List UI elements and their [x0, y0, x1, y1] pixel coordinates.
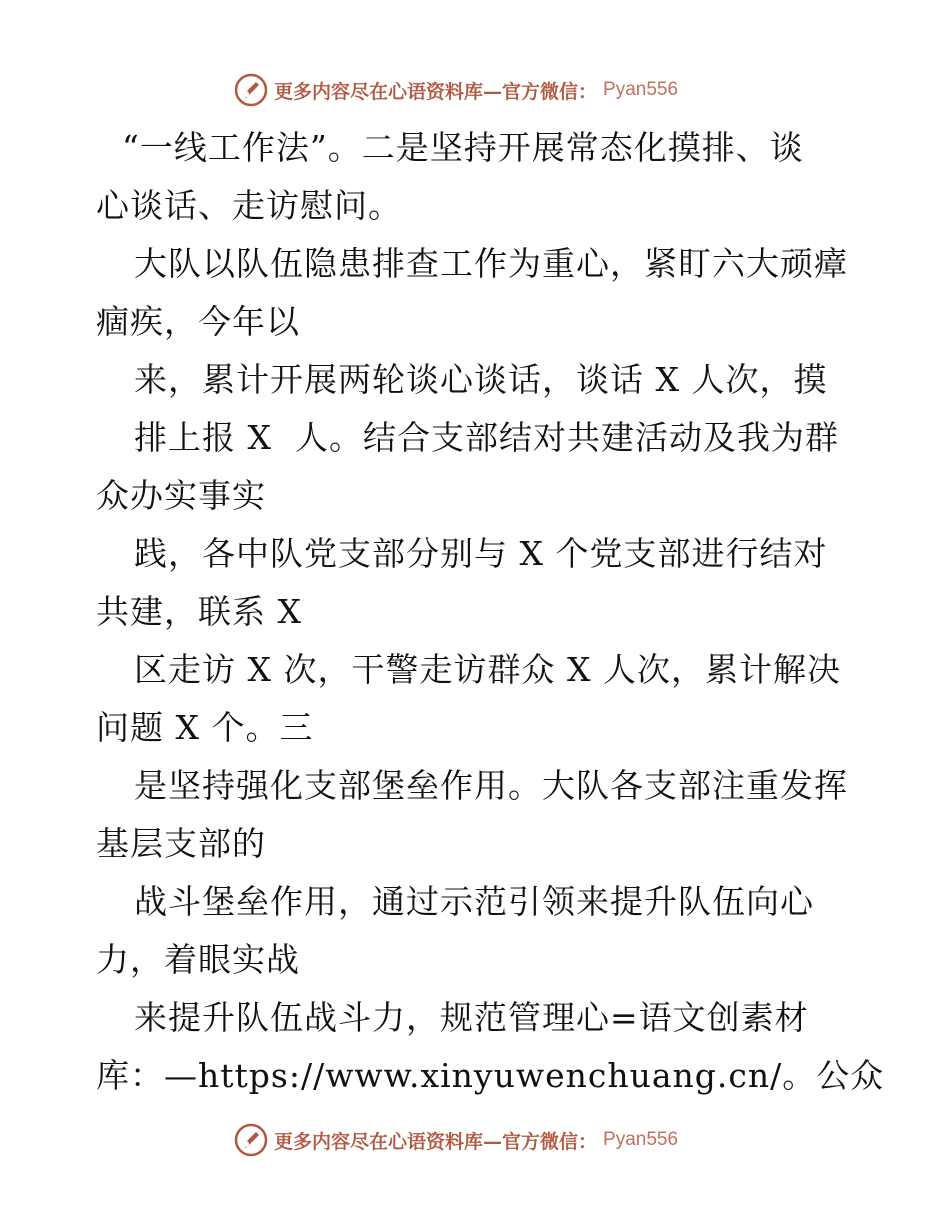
- body-line: 战斗堡垒作用，通过示范引领来提升队伍向心: [134, 882, 814, 921]
- body-line: 来提升队伍战斗力，规范管理心=语文创素材: [134, 998, 809, 1037]
- banner-wechat-id: Pyan556: [603, 1129, 679, 1150]
- body-line: 区走访 X 次，干警走访群众 X 人次，累计解决: [134, 650, 841, 689]
- body-line: 排上报 X 人。结合支部结对共建活动及我为群: [134, 418, 839, 457]
- banner-brand-text: 更多内容尽在心语资料库—官方微信：: [274, 80, 598, 103]
- body-line: 来，累计开展两轮谈心谈话，谈话 X 人次，摸: [134, 360, 828, 399]
- xinyu-logo-icon: [234, 73, 268, 107]
- footer-banner: [234, 1122, 678, 1158]
- body-line: 力，着眼实战: [96, 940, 300, 979]
- body-line: 心谈话、走访慰问。: [96, 186, 402, 225]
- body-line: 大队以队伍隐患排查工作为重心，紧盯六大顽瘴: [134, 244, 848, 283]
- banner-wechat-id: Pyan556: [603, 79, 679, 100]
- body-line: 共建，联系 X: [96, 592, 302, 631]
- body-line: 众办实事实: [96, 476, 266, 515]
- body-line: 问题 X 个。三: [96, 708, 314, 747]
- body-line: 践，各中队党支部分别与 X 个党支部进行结对: [134, 534, 828, 573]
- banner-brand-text: 更多内容尽在心语资料库—官方微信：: [274, 1130, 598, 1153]
- body-line: “一线工作法”。二是坚持开展常态化摸排、谈: [122, 128, 804, 167]
- body-line: 是坚持强化支部堡垒作用。大队各支部注重发挥: [134, 766, 848, 805]
- body-line: 库：—https://www.xinyuwenchuang.cn/。公众: [96, 1056, 885, 1095]
- body-line: 痼疾，今年以: [96, 302, 300, 341]
- header-banner: [234, 72, 678, 108]
- body-line: 基层支部的: [96, 824, 266, 863]
- xinyu-logo-icon: [234, 1123, 268, 1157]
